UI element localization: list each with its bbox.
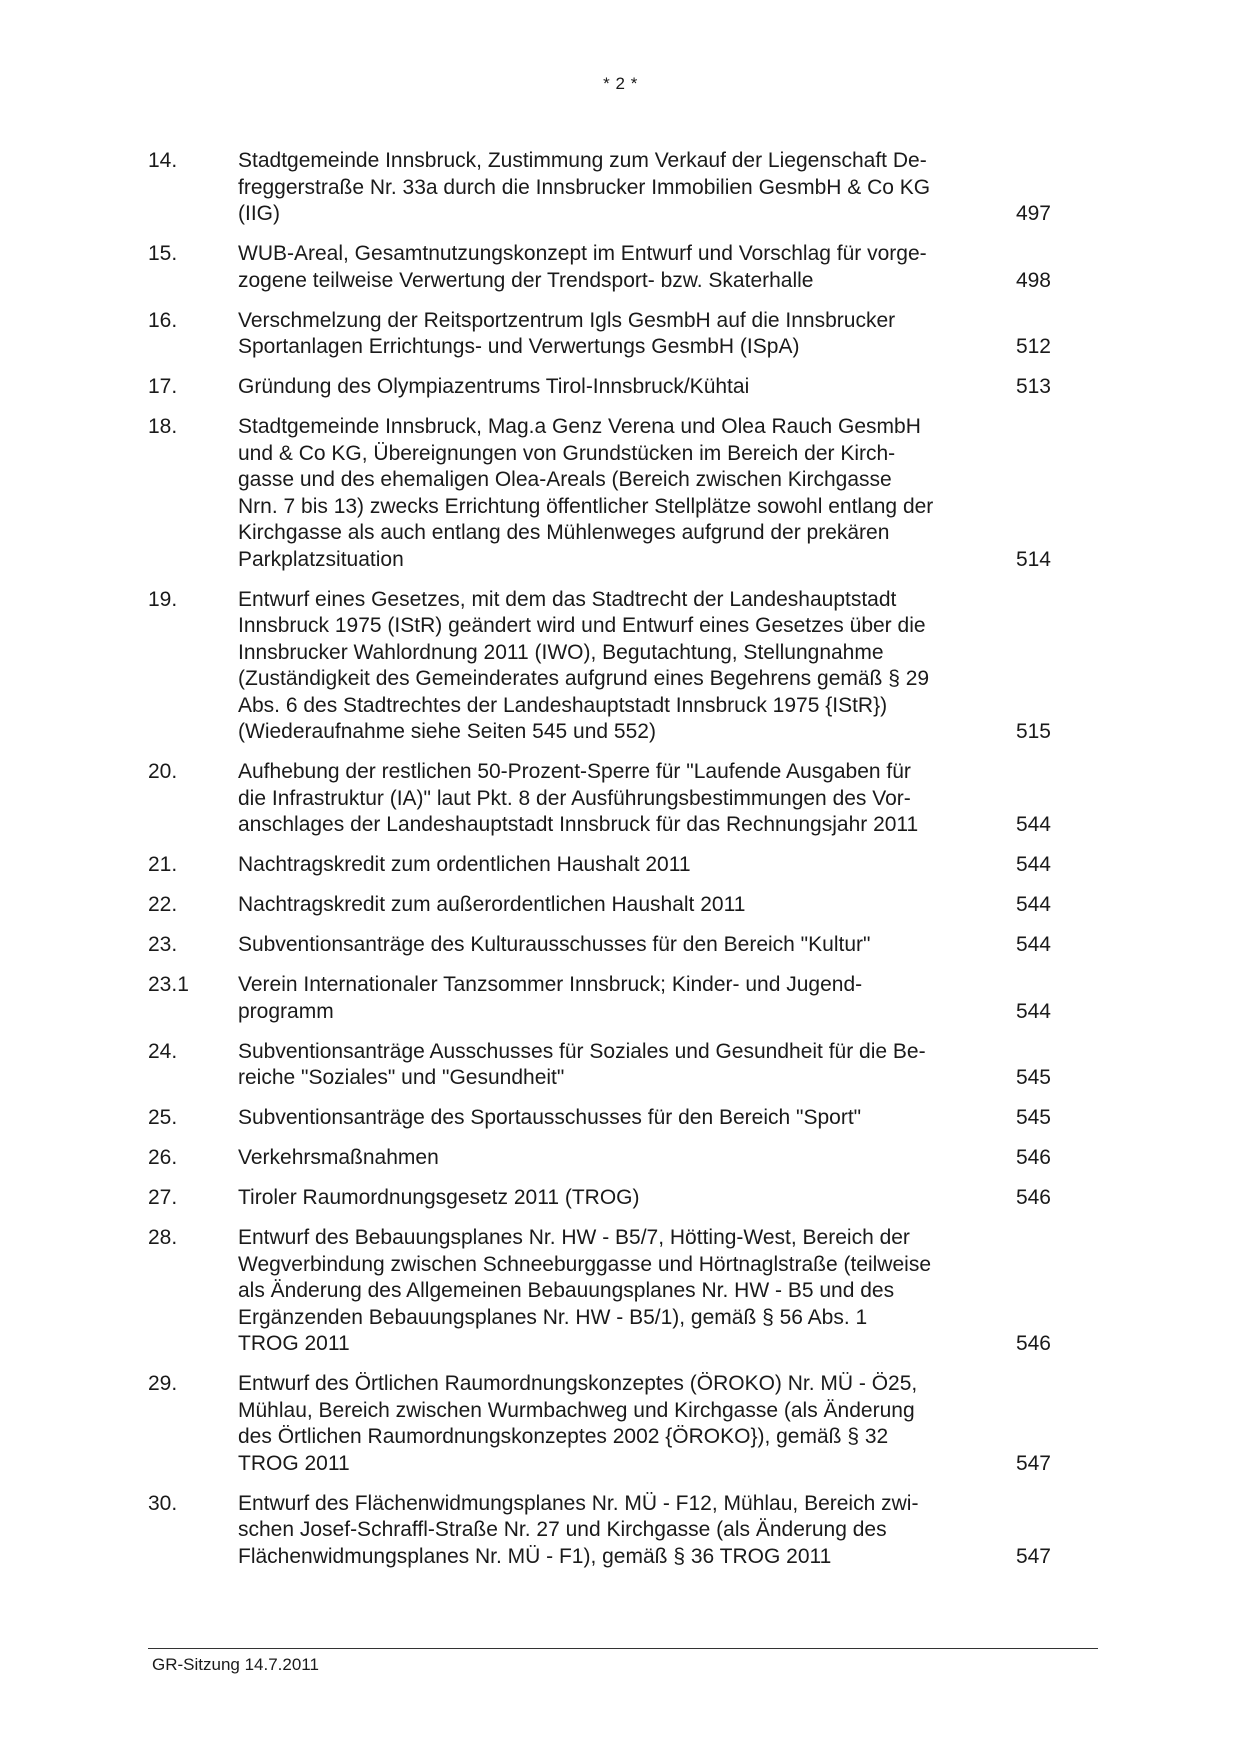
toc-entry [148,1371,1098,1477]
entry-number: 25. [148,1106,178,1129]
entry-title: Verein Internationaler Tanzsommer Innsbruck; Kinder- und Jugend- programm [238,973,863,1023]
toc-entry [148,587,1098,746]
entry-page: 545 [1015,1106,1051,1129]
entry-page: 497 [1015,202,1051,225]
toc-entry [148,1491,1098,1571]
entry-title: Nachtragskredit zum ordentlichen Haushalt 2011 [238,853,691,876]
entry-title: Stadtgemeinde Innsbruck, Mag.a Genz Verena und Olea Rauch GesmbH und & Co KG, Übereignungen von Grundstücken im Bereich der Kirch- gasse und des ehemaligen Olea-Areals (Bereich zwischen Kirchgasse Nrn. 7 bis 13) zwecks Errichtung öffentlicher Stellplätze sowohl entlang der Kirchgasse als auch entlang des Mühlenweges aufgrund der prekären Parkplatzsituation [238,415,934,571]
entry-number: 23. [148,933,178,956]
entry-number: 26. [148,1146,178,1169]
entry-number: 19. [148,587,178,611]
entry-number: 17. [148,375,178,398]
entry-number: 24. [148,1039,178,1063]
entry-title: Entwurf des Bebauungsplanes Nr. HW - B5/7, Hötting-West, Bereich der Wegverbindung zwischen Schneeburggasse und Hörtnaglstraße (teilweise als Änderung des Allgemeinen Bebauungsplanes Nr. HW - B5 und des Ergänzenden Bebauungsplanes Nr. HW - B5/1), gemäß § 56 Abs. 1 TROG 2011 [238,1226,931,1355]
footer-text: GR-Sitzung 14.7.2011 [152,1655,319,1674]
entry-title: Verkehrsmaßnahmen [238,1146,439,1169]
entry-number: 20. [148,760,178,783]
entry-page: 546 [1015,1186,1051,1209]
entry-title: WUB-Areal, Gesamtnutzungskonzept im Entwurf und Vorschlag für vorge- zogene teilweise Verwertung der Trendsport- bzw. Skaterhalle [238,242,927,292]
entry-title: Entwurf des Flächenwidmungsplanes Nr. MÜ - F12, Mühlau, Bereich zwi- schen Josef-Schraffl-Straße Nr. 27 und Kirchgasse (als Änderung des Flächenwidmungsplanes Nr. MÜ - F1), gemäß § 36 TROG 2011 [238,1491,919,1568]
entry-title: Verschmelzung der Reitsportzentrum Igls GesmbH auf die Innsbrucker Sportanlagen Errichtungs- und Verwertungs GesmbH (ISpA) [238,308,896,358]
toc-entry [148,932,1098,959]
entry-title: Tiroler Raumordnungsgesetz 2011 (TROG) [238,1186,640,1209]
entry-page: 544 [1015,999,1051,1023]
toc-entry [148,308,1098,361]
toc-entry [148,1039,1098,1092]
entry-page: 545 [1015,1066,1051,1089]
entry-title: Subventionsanträge Ausschusses für Soziales und Gesundheit für die Be- reiche "Soziales" und "Gesundheit" [238,1039,926,1089]
entry-title: Entwurf eines Gesetzes, mit dem das Stadtrecht der Landeshauptstadt Innsbruck 1975 (IStR) geändert wird und Entwurf eines Gesetzes über die Innsbrucker Wahlordnung 2011 (IWO), Begutachtung, Stellungnahme (Zuständigkeit des Gemeinderates aufgrund eines Begehrens gemäß § 29 Abs. 6 des Stadtrechtes der Landeshauptstadt Innsbruck 1975 {IStR}) (Wiederaufnahme siehe Seiten 545 und 552) [238,587,930,743]
toc-entry [148,1225,1098,1358]
toc-entry [148,374,1098,401]
entry-title: Subventionsanträge des Sportausschusses für den Bereich "Sport" [238,1106,862,1129]
entry-page: 514 [1015,547,1051,571]
entry-page: 546 [1015,1332,1051,1355]
entry-title: Aufhebung der restlichen 50-Prozent-Sperre für "Laufende Ausgaben für die Infrastruktur (IA)" laut Pkt. 8 der Ausführungsbestimmungen des Vor- anschlages der Landeshauptstadt Innsbruck für das Rechnungsjahr 2011 [238,760,919,836]
entry-number: 23.1 [148,973,189,996]
entry-title: Gründung des Olympiazentrums Tirol-Innsbruck/Kühtai [238,375,750,398]
entry-number: 15. [148,242,178,265]
entry-number: 18. [148,415,178,438]
toc-entry [148,892,1098,919]
toc-entry [148,414,1098,573]
toc-entry [148,1145,1098,1172]
entry-page: 547 [1015,1451,1051,1475]
entry-title: Nachtragskredit zum außerordentlichen Haushalt 2011 [238,893,746,916]
toc-entry [148,241,1098,294]
toc-entry [148,972,1098,1025]
entry-page: 547 [1015,1544,1051,1568]
entry-title: Entwurf des Örtlichen Raumordnungskonzeptes (ÖROKO) Nr. MÜ - Ö25, Mühlau, Bereich zwischen Wurmbachweg und Kirchgasse (als Änderung des Örtlichen Raumordnungskonzeptes 2002 {ÖROKO}), gemäß § 32 TROG 2011 [238,1372,918,1475]
entry-number: 30. [148,1491,178,1515]
entry-page: 544 [1015,893,1051,916]
entry-number: 22. [148,893,178,916]
entry-number: 14. [148,149,178,172]
entry-page: 544 [1015,933,1051,956]
toc-entry [148,1185,1098,1212]
entry-number: 29. [148,1372,178,1395]
footer-divider [148,1648,1098,1649]
entry-title: Subventionsanträge des Kulturausschusses für den Bereich "Kultur" [238,933,871,956]
toc-entry [148,148,1098,228]
entry-page: 544 [1015,853,1051,876]
toc-entry [148,1105,1098,1132]
entry-page: 512 [1015,335,1051,358]
entry-page: 544 [1015,813,1051,836]
entry-page: 513 [1015,375,1051,398]
entry-page: 498 [1015,268,1051,292]
entry-number: 16. [148,308,178,332]
entry-number: 27. [148,1186,178,1209]
toc-entry [148,852,1098,879]
page-number: * 2 * [603,74,638,93]
entry-page: 515 [1015,720,1051,743]
entry-title: Stadtgemeinde Innsbruck, Zustimmung zum Verkauf der Liegenschaft De- freggerstraße Nr. 33a durch die Innsbrucker Immobilien GesmbH & Co KG (IIG) [238,149,931,225]
table-of-contents [148,148,1098,1584]
entry-number: 28. [148,1226,178,1249]
toc-entry [148,759,1098,839]
entry-page: 546 [1015,1146,1051,1169]
entry-number: 21. [148,853,178,876]
